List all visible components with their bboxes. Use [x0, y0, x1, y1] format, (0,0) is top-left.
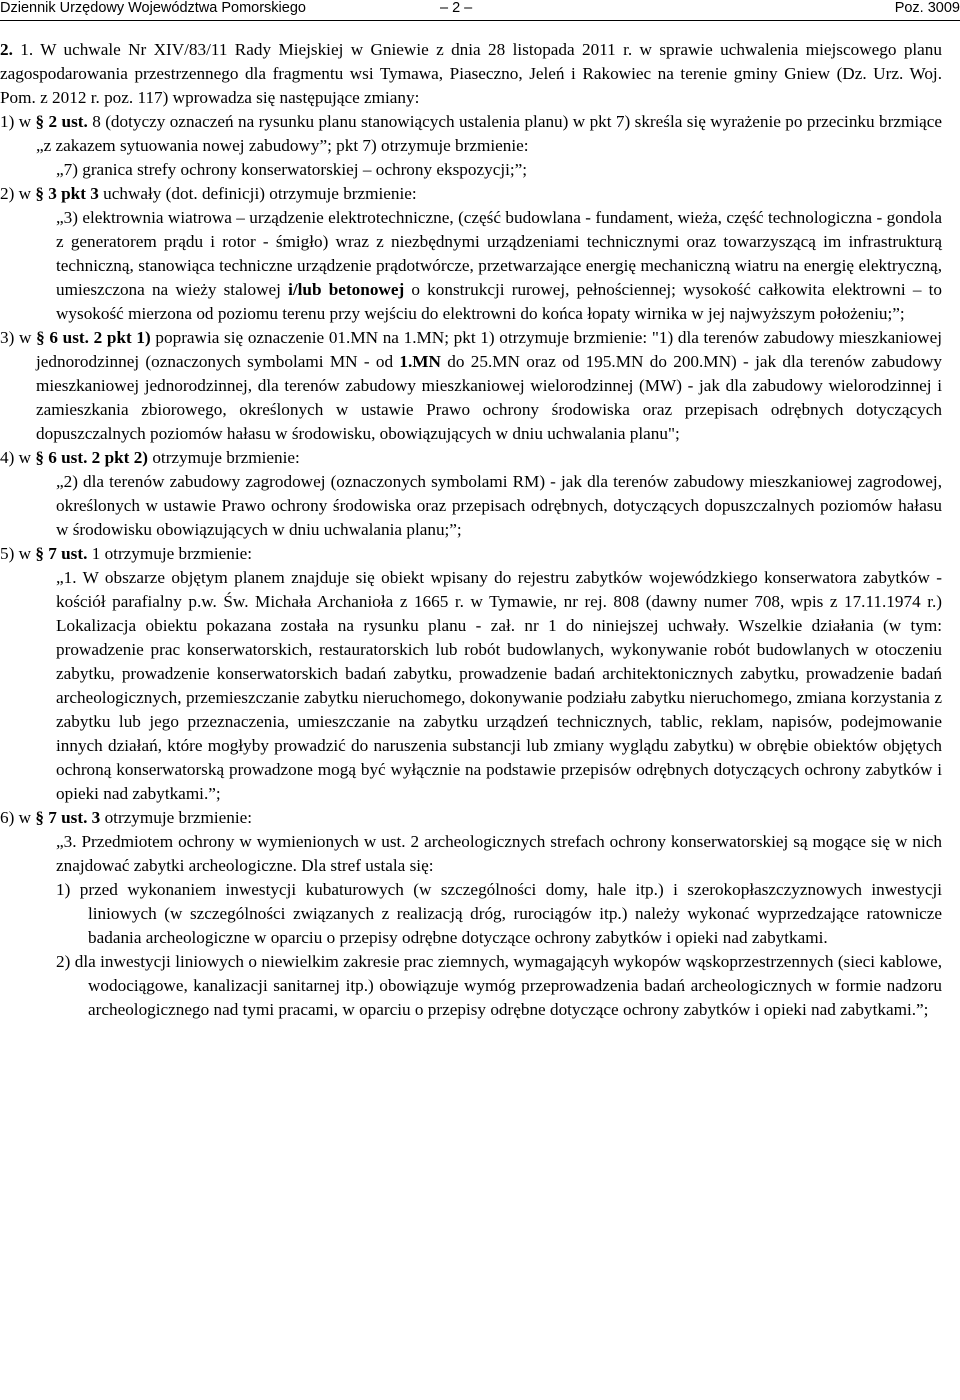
quote-subitem-1: 1) przed wykonaniem inwestycji kubaturowych (w szczególności domy, hale itp.) i szerokopłaszczyznowych inwestycji liniowych (w szczególności związanych z realizacją dróg, rurociągów itp.) należy wykonać wyprzedzające ratownicze badania archeologiczne w oparciu o przepisy odrębne dotyczące ochrony zabytków i opieki nad zabytkami.	[56, 880, 942, 947]
item-number: 1) w	[0, 112, 36, 131]
page-header	[0, 0, 960, 21]
document-body	[0, 38, 942, 1022]
item-text: do 25.MN oraz od 195.MN do 200.MN) - jak dla terenów zabudowy mieszkaniowej jednorodzinnej, dla terenów zabudowy mieszkaniowej wielorodzinnej (MW) - jak dla zabudowy wielorodzinnej i zamieszkania zbiorowego, określonych w ustawie Prawo ochrony środowiska oraz przepisach odrębnych dotyczących dopuszczalnych poziomów hałasu w środowisku, obowiązujących w dniu uchwalania planu";	[36, 352, 942, 443]
item-number: 4) w	[0, 448, 36, 467]
amendment-quote-1: „7) granica strefy ochrony konserwatorskiej – ochrony ekspozycji;”;	[56, 160, 528, 179]
item-text: uchwały (dot. definicji) otrzymuje brzmienie:	[98, 184, 417, 203]
amendment-item-4	[0, 446, 942, 470]
amendment-quote-5: „1. W obszarze objętym planem znajduje się obiekt wpisany do rejestru zabytków wojewódzkiego konserwatora zabytków - kościół parafialny p.w. Św. Michała Archanioła z 1665 r. w Tymawie, nr rej. 808 (dawny numer 708, wpis z 17.11.1974 r.) Lokalizacja obiektu pokazana została na rysunku planu - zał. nr 1 do niniejszej uchwały. Wszelkie działania (w tym: prowadzenie prac konserwatorskich, restauratorskich lub robót budowlanych, wykonywanie robót budowlanych w otoczeniu zabytku, prowadzenie konserwatorskich badań zabytku, prowadzenie badań architektonicznych zabytku, prowadzenie badań archeologicznych, przemieszczanie zabytku nieruchomego, dokonywanie podziału zabytku nieruchomego, zmiana korzystania z zabytku lub jego przeznaczenia, umieszczanie na zabytku urządzeń technicznych, tablic, reklam, napisów, podejmowanie innych działań, które mogłyby prowadzić do naruszenia substancji lub zmiany wyglądu zabytku) w obrębie obiektów objętych ochroną konserwatorską prowadzone mogą być wyłącznie na podstawie przepisów odrębnych dotyczących ochrony zabytków i opieki nad zabytkami.”;	[56, 568, 942, 803]
item-text: poprawia się oznaczenie 01.MN na 1.MN; pkt 1) otrzymuje brzmienie: "1) dla terenów zabudowy mieszkaniowej jednorodzinnej (oznaczonych symbolami MN - od	[36, 328, 942, 371]
amendment-item-1	[0, 110, 942, 158]
paragraph-ref: § 7 ust. 3	[35, 808, 101, 827]
amendment-item-5	[0, 542, 942, 566]
item-emphasis: 1.MN	[399, 352, 441, 371]
item-text: 1 otrzymuje brzmienie:	[87, 544, 253, 563]
quote-emphasis: i/lub betonowej	[288, 280, 405, 299]
quote-text: „3) elektrownia wiatrowa – urządzenie elektrotechniczne, (część budowlana - fundament, wieża, część technologiczna - gondola z generatorem prądu i rotor - śmigło) wraz z niezbędnymi urządzeniami technicznymi oraz towarzyszącą im infrastrukturą techniczną, stanowiąca techniczne urządzenie prądotwórcze, przetwarzające energię mechaniczną wiatru na energię elektryczną, umieszczona na wieży stalowej	[56, 208, 942, 299]
amendment-item-2	[0, 182, 942, 206]
amendment-quote-4: „2) dla terenów zabudowy zagrodowej (oznaczonych symbolami RM) - jak dla terenów zabudowy mieszkaniowej zagrodowej, określonych w ustawie Prawo ochrony środowiska oraz przepisach odrębnych, dotyczących dopuszczalnych poziomów hałasu w środowisku obowiązujących w dniu uchwalania planu;”;	[56, 472, 942, 539]
item-text: otrzymuje brzmienie:	[100, 808, 253, 827]
item-number: 5) w	[0, 544, 36, 563]
paragraph-ref: § 6 ust. 2 pkt 2)	[35, 448, 149, 467]
item-text: otrzymuje brzmienie:	[148, 448, 300, 467]
amendment-item-3	[0, 326, 942, 446]
amendment-quote-6: „3. Przedmiotem ochrony w wymienionych w ust. 2 archeologicznych strefach ochrony konserwatorskiej są mogące się w nich znajdować zabytki archeologiczne. Dla stref ustala się:	[56, 832, 942, 875]
position-number: Poz. 3009	[894, 0, 960, 16]
paragraph-ref: § 7 ust.	[35, 544, 88, 563]
paragraph-ref: § 3 pkt 3	[35, 184, 99, 203]
intro-text: 1. W uchwale Nr XIV/83/11 Rady Miejskiej w Gniewie z dnia 28 listopada 2011 r. w sprawie uchwalenia miejscowego planu zagospodarowania przestrzennego dla fragmentu wsi Tymawa, Piaseczno, Jeleń i Rakowiec na terenie gminy Gniew (Dz. Urz. Woj. Pom. z 2012 r. poz. 117) wprowadza się następujące zmiany:	[0, 40, 942, 107]
section-number: 2.	[0, 40, 13, 59]
item-number: 6) w	[0, 808, 36, 827]
amendment-quote-2	[0, 206, 942, 326]
paragraph-ref: § 2 ust.	[35, 112, 88, 131]
amendment-item-6	[0, 806, 942, 830]
quote-text: o konstrukcji rurowej, pełnościennej; wysokość całkowita elektrowni – to wysokość mierzona od poziomu terenu przy wejściu do elektrowni do końca łopaty wirnika w jej najwyższym położeniu;”;	[56, 280, 943, 323]
page-number: – 2 –	[440, 0, 473, 16]
item-text: 8 (dotyczy oznaczeń na rysunku planu stanowiących ustalenia planu) w pkt 7) skreśla się wyrażenie po przecinku brzmiące „z zakazem sytuowania nowej zabudowy”; pkt 7) otrzymuje brzmienie:	[36, 112, 942, 155]
paragraph-ref: § 6 ust. 2 pkt 1)	[36, 328, 151, 347]
journal-title: Dziennik Urzędowy Województwa Pomorskiego	[0, 0, 306, 16]
item-number: 2) w	[0, 184, 36, 203]
section-intro	[0, 38, 942, 110]
quote-subitem-2: 2) dla inwestycji liniowych o niewielkim zakresie prac ziemnych, wymagającyh wykopów wąskoprzestrzennych (sieci kablowe, wodociągowe, kanalizacji sanitarnej itp.) obowiązuje wymóg przeprowadzenia badań archeologicznych w formie nadzoru archeologicznego nad tymi pracami, w oparciu o przepisy odrębne dotyczące ochrony zabytków i opieki nad zabytkami.”;	[56, 952, 942, 1019]
item-number: 3) w	[0, 328, 37, 347]
